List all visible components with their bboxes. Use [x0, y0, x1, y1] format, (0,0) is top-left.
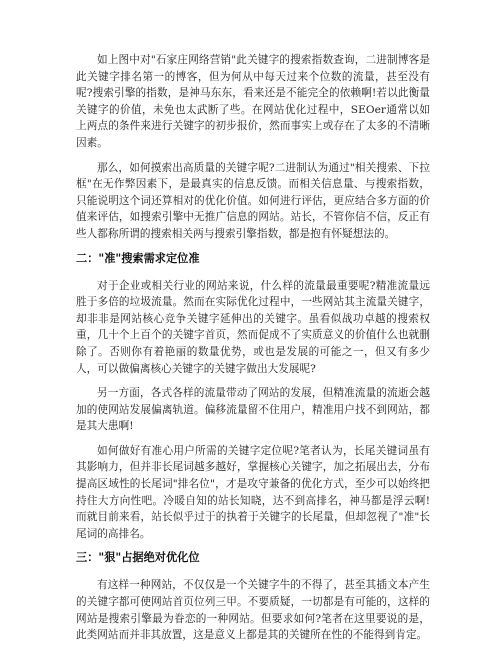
section-heading-2: 二："准"搜索需求定位准 [76, 251, 200, 265]
section-heading-3: 三："狠"占据绝对优化位 [76, 551, 200, 565]
intro-paragraph-1: 如上图中对"石家庄网络营销"此关键字的搜索指数查询，二进制博客是此关键字排名第一的博客，但为何从中每天过来个位数的流量，甚至没有呢?搜索引擎的指数，是神马东东，看来还是不能完全的依赖啊!若以此衡量关键字的价值，未免也太武断了些。在网站优化过程中，SEOer通常以如上两点的条件来进行关键字的初步报价，然而事实上或存在了太多的不清晰因素。 [76, 54, 430, 149]
section2-paragraph-3: 如何做好有准心用户所需的关键字定位呢?笔者认为，长尾关键词虽有其影响力，但并非长尾词越多越好，掌握核心关键字，加之拓展出去，分布提高区域性的长尾词"排名位"，才是攻守兼备的优化方式，至少可以始终把持住大方向性吧。冷暖自知的站长知晓，达不到高排名，神马都是浮云啊!而就目前来看，站长似乎过于的执着于关键字的长尾量，但却忽视了"准"长尾词的高排名。 [76, 444, 430, 540]
intro-paragraph-2: 那么，如何摸索出高质量的关键字呢?二进制认为通过"相关搜索、下拉框"在无作弊因素下，是最真实的信息反馈。而相关信息量、与搜索指数，只能说明这个词还算相对的优化价值。如何进行评估，更应结合多方面的价值来评估，如搜索引擎中无推广信息的网站。站长，不管你信不信，反正有些人都称所谓的搜索相关两与搜索引擎指数，都是抱有怀疑想法的。 [76, 161, 430, 240]
section3-paragraph-1: 有这样一种网站，不仅仅是一个关键字牛的不得了，甚至其插文本产生的关键字都可使网站首页位列三甲。不要质疑，一切都是有可能的，这样的网站是搜索引擎最为眷恋的一种网站。但要求如何?笔者在这里要说的是，此类网站而并非其放置，这是意义上都是其的关键所在性的不能得到肯定。 [76, 579, 430, 642]
article-body [76, 52, 430, 652]
section2-paragraph-1: 对于企业或相关行业的网站来说，什么样的流量最重要呢?精准流量远胜于多倍的垃圾流量。然而在实际优化过程中，一些网站其主流量关键字，却非非是网站核心竞争关键字延伸出的关键字。虽看似战功卓越的搜索权重，几十个上百个的关键字首页，然而促成不了实质意义的价值什么也就删除了。否则你有着艳丽的数量优势，或也是发展的可能之一，但又有多少人，可以做偏离核心关键字的关键字做出大发展呢? [76, 279, 430, 375]
section2-paragraph-2: 另一方面，各式各样的流量带动了网站的发展，但精准流量的流逝会越加的使网站发展偏离轨道。偏移流量留不住用户，精准用户找不到网站，都是其大患啊! [76, 387, 430, 433]
